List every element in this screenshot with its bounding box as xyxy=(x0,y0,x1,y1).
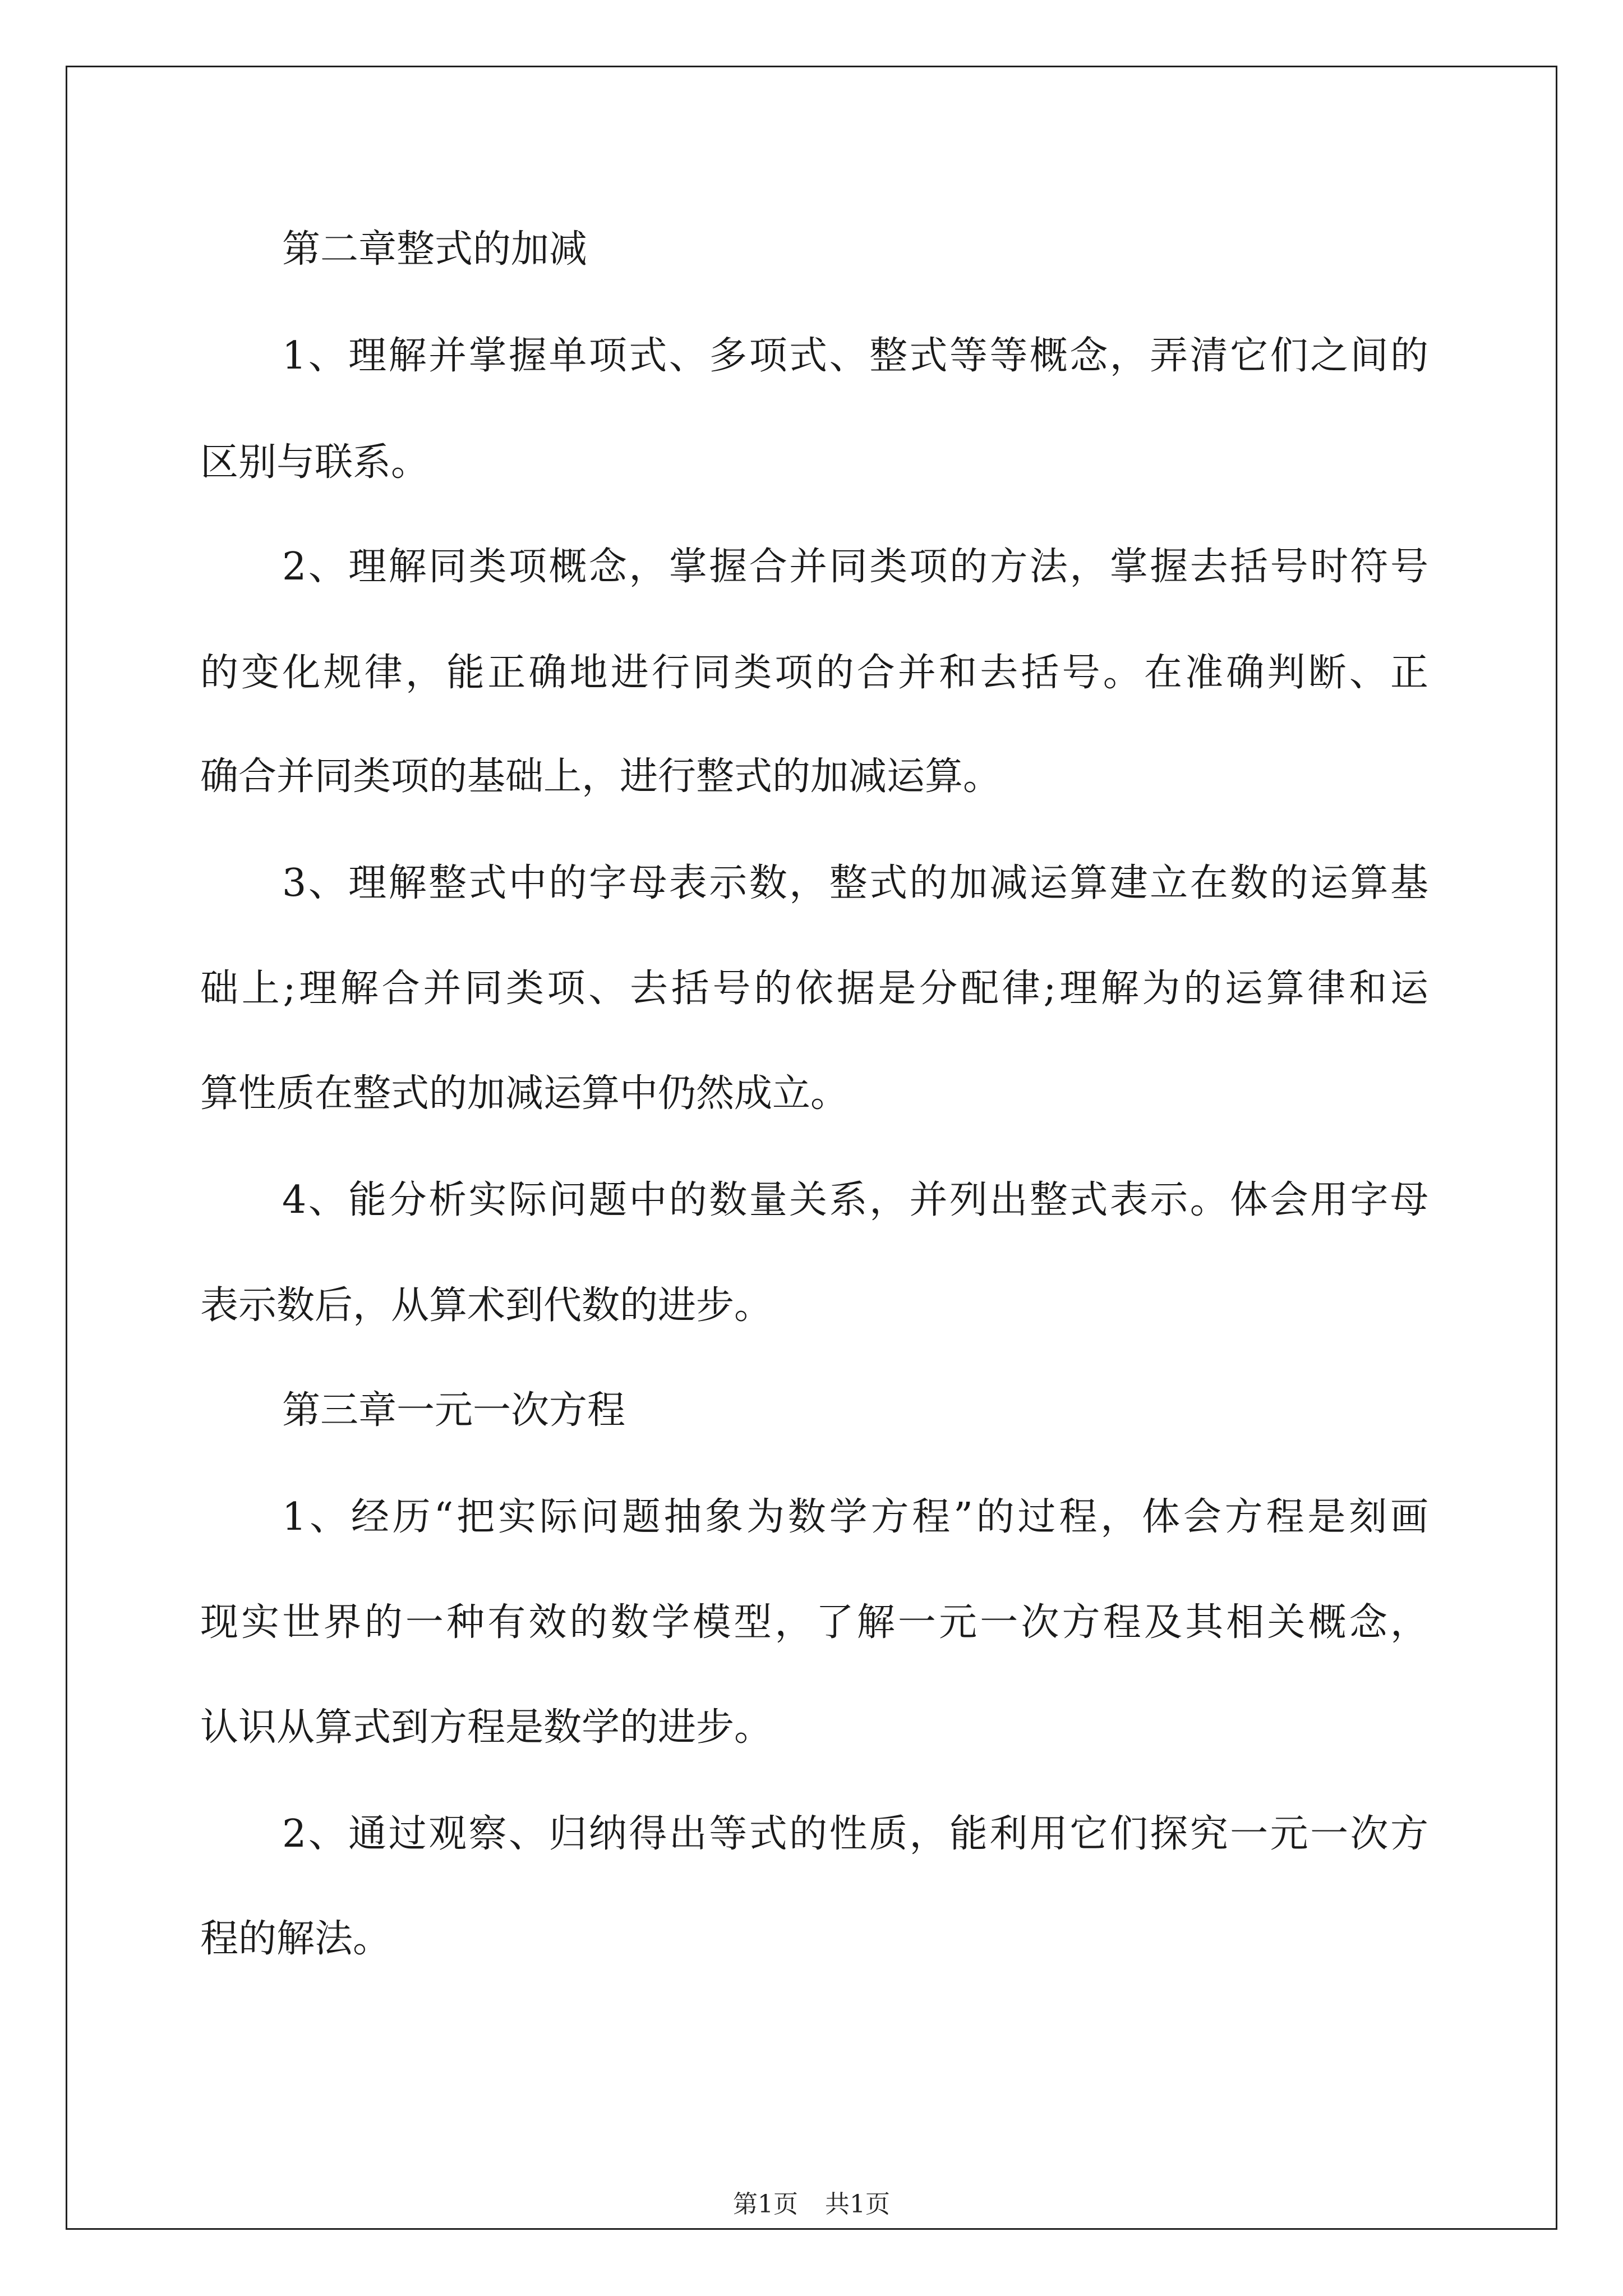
paragraph-line: 认识从算式到方程是数学的进步。 xyxy=(200,1705,773,1750)
paragraph-line: 表示数后，从算术到代数的进步。 xyxy=(200,1283,773,1328)
paragraph-line: 础上;理解合并同类项、去括号的依据是分配律;理解为的运算律和运 xyxy=(200,967,1428,1011)
paragraph-line: 区别与联系。 xyxy=(200,440,430,485)
paragraph-line: 4、能分析实际问题中的数量关系，并列出整式表示。体会用字母 xyxy=(282,1178,1428,1222)
page-number-total: 共1页 xyxy=(825,2190,890,2219)
page-footer xyxy=(0,2188,1623,2221)
paragraph-line: 算性质在整式的加减运算中仍然成立。 xyxy=(200,1071,849,1116)
paragraph-line: 2、理解同类项概念，掌握合并同类项的方法，掌握去括号时符号 xyxy=(282,545,1428,589)
chapter-heading: 第二章整式的加减 xyxy=(282,227,588,272)
paragraph-line: 程的解法。 xyxy=(200,1917,391,1961)
paragraph-line: 确合并同类项的基础上，进行整式的加减运算。 xyxy=(200,754,1002,799)
page-number-current: 第1页 xyxy=(733,2190,798,2219)
paragraph-line: 1、经历“把实际问题抽象为数学方程”的过程，体会方程是刻画 xyxy=(282,1495,1428,1539)
paragraph-line: 3、理解整式中的字母表示数，整式的加减运算建立在数的运算基 xyxy=(282,861,1428,905)
paragraph-line: 现实世界的一种有效的数学模型，了解一元一次方程及其相关概念， xyxy=(200,1600,1428,1645)
paragraph-line: 的变化规律，能正确地进行同类项的合并和去括号。在准确判断、正 xyxy=(200,651,1428,695)
paragraph-line: 2、通过观察、归纳得出等式的性质，能利用它们探究一元一次方 xyxy=(282,1812,1428,1856)
paragraph-line: 1、理解并掌握单项式、多项式、整式等等概念，弄清它们之间的 xyxy=(282,334,1428,378)
chapter-heading: 第三章一元一次方程 xyxy=(282,1388,626,1433)
page-border xyxy=(66,66,1557,2230)
